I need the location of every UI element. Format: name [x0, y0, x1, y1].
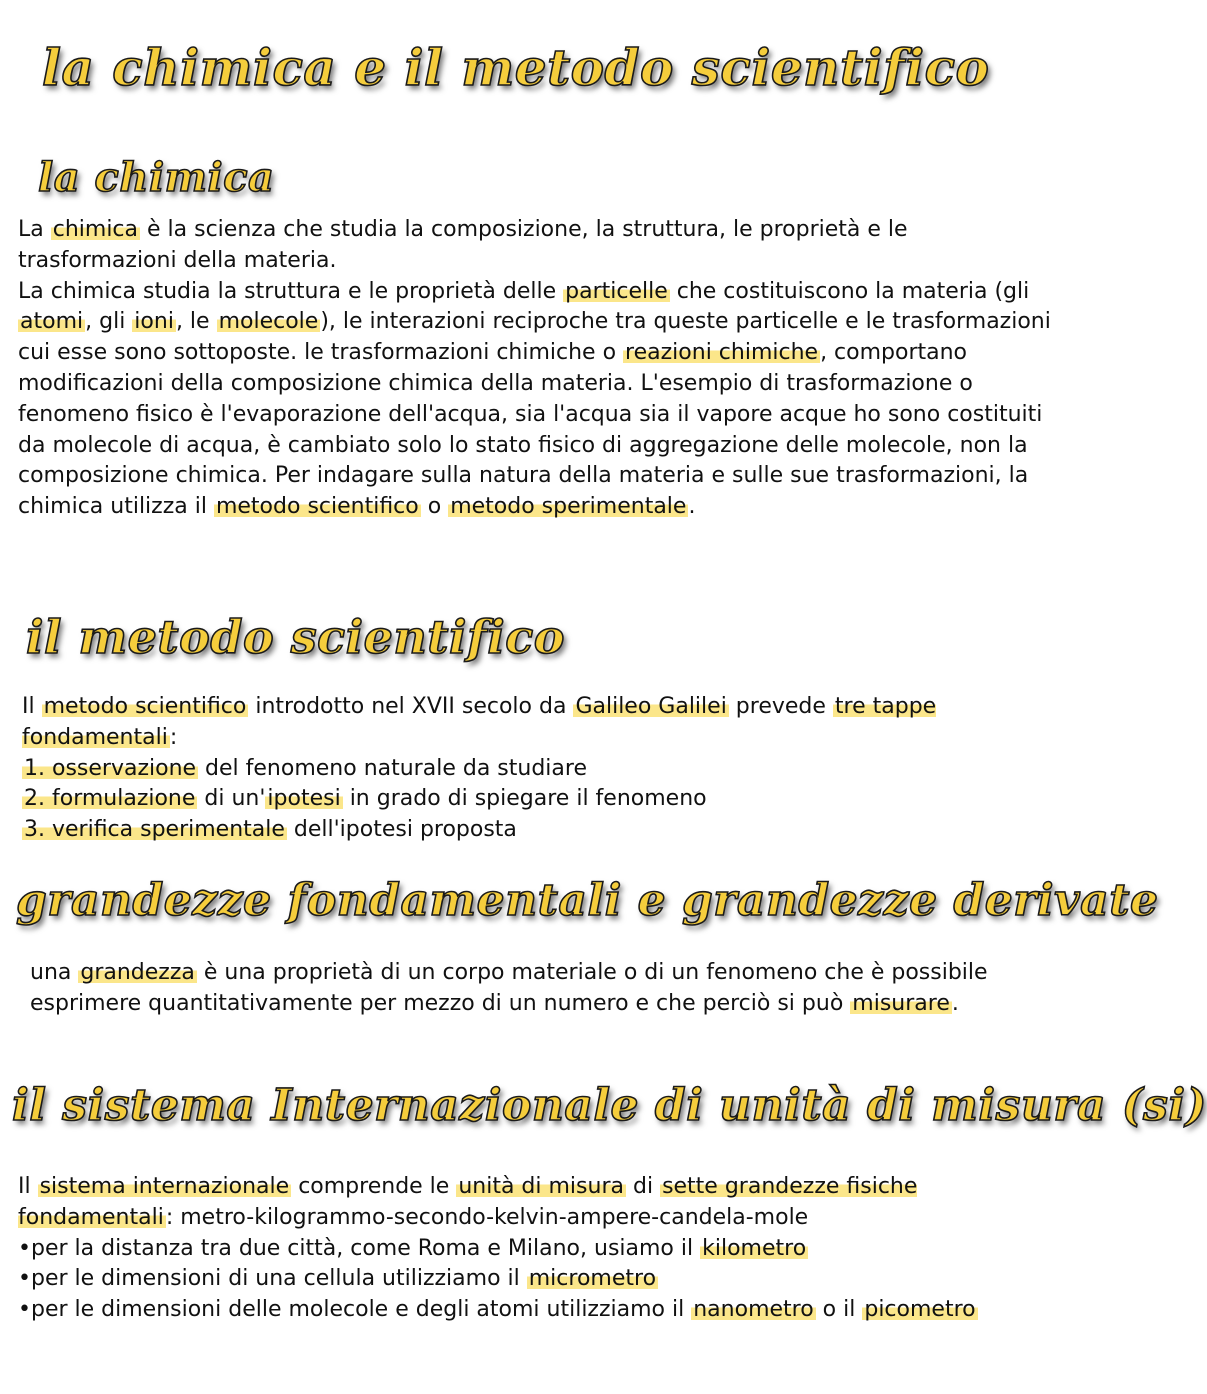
highlighted-term: ipotesi [267, 786, 341, 812]
text-run: •per la distanza tra due città, come Roma e Milano, usiamo il [18, 1235, 701, 1261]
text-run: Il [22, 694, 42, 719]
paragraph [18, 1264, 1073, 1295]
section-body-chimica [18, 215, 1058, 523]
text-run: che costituiscono la materia (gli [669, 278, 1030, 304]
highlighted-term: Galileo Galilei [575, 694, 727, 719]
text-run: , le [175, 309, 217, 335]
highlighted-term: picometro [864, 1297, 976, 1323]
highlighted-term: molecole [218, 309, 319, 335]
highlighted-term: sistema internazionale [39, 1174, 290, 1199]
highlighted-term: ioni [134, 309, 174, 335]
section-heading-sistema-internazionale: il sistema Internazionale di unità di misura (si) [12, 1080, 1207, 1131]
paragraph [18, 1295, 1073, 1326]
text-run: di un' [197, 786, 266, 812]
highlighted-term: 3. verifica sperimentale [24, 817, 285, 843]
text-run: prevede [728, 694, 833, 719]
text-run: o [420, 494, 449, 520]
highlighted-term: nanometro [693, 1297, 814, 1323]
text-run: , comportano modificazioni della composizione chimica della materia. L'esempio di trasformazione o fenomeno fisico è l'evaporazione dell'acqua, sia l'acqua sia il vapore acque ho sono costituiti da molecole di acqua, è cambiato solo lo stato fisico di aggregazione delle molecole, non la composizione chimica. Per indagare sulla natura della materia e sulle sue trasformazioni, la chimica utilizza il [18, 340, 1043, 520]
section-heading-grandezze: grandezze fondamentali e grandezze derivate [16, 875, 1159, 926]
paragraph [22, 784, 1062, 815]
highlighted-term: misurare [852, 990, 950, 1016]
text-run: . [951, 990, 959, 1016]
text-run: Il [18, 1174, 38, 1199]
text-run: , gli [85, 309, 133, 335]
paragraph [18, 1234, 1073, 1265]
text-run: o il [815, 1297, 863, 1323]
highlighted-term: metodo scientifico [43, 694, 247, 719]
section-heading-metodo-scientifico: il metodo scientifico [26, 610, 565, 664]
highlighted-term: metodo scientifico [215, 494, 419, 520]
paragraph [18, 277, 1058, 523]
text-run: è una proprietà di un corpo materiale o di un fenomeno che è possibile esprimere quantitativamente per mezzo di un numero e che perciò si può [30, 960, 988, 1016]
text-run: del fenomeno naturale da studiare [198, 755, 587, 781]
text-run: La chimica studia la struttura e le proprietà delle [18, 278, 564, 304]
highlighted-term: grandezza [80, 960, 195, 985]
paragraph [18, 1172, 1073, 1234]
section-body-grandezze [30, 958, 1040, 1020]
text-run: : [169, 724, 178, 750]
paragraph [30, 958, 1040, 1020]
highlighted-term: chimica [52, 217, 139, 242]
highlighted-term: unità di misura [458, 1174, 624, 1199]
text-run: introdotto nel XVII secolo da [248, 694, 574, 719]
highlighted-term: micrometro [528, 1266, 657, 1292]
text-run: •per le dimensioni delle molecole e degli atomi utilizziamo il [18, 1297, 692, 1323]
highlighted-term: particelle [565, 278, 668, 304]
text-run: dell'ipotesi proposta [286, 817, 517, 843]
paragraph [22, 692, 1062, 754]
section-heading-chimica: la chimica [38, 154, 275, 201]
text-run: •per le dimensioni di una cellula utilizziamo il [18, 1266, 527, 1292]
text-run: : metro-kilogrammo-secondo-kelvin-ampere-candela-mole [165, 1204, 809, 1230]
text-run: di [625, 1174, 661, 1199]
highlighted-term: atomi [20, 309, 84, 335]
text-run: . [688, 494, 696, 520]
section-body-sistema-internazionale [18, 1172, 1073, 1326]
page-title: la chimica e il metodo scientifico [42, 38, 990, 97]
text-run: è la scienza che studia la composizione, la struttura, le proprietà e le trasformazioni della materia. [18, 217, 908, 273]
highlighted-term: reazioni chimiche [625, 340, 819, 366]
text-run: La [18, 217, 51, 242]
highlighted-term: 1. osservazione [24, 755, 197, 781]
paragraph [18, 215, 1058, 277]
text-run: una [30, 960, 79, 985]
highlighted-term: 2. formulazione [24, 786, 196, 812]
paragraph [22, 815, 1062, 846]
text-run: comprende le [291, 1174, 457, 1199]
highlighted-term: kilometro [702, 1235, 807, 1261]
section-body-metodo-scientifico [22, 692, 1062, 846]
text-run: in grado di spiegare il fenomeno [342, 786, 707, 812]
paragraph [22, 754, 1062, 785]
highlighted-term: tre tappe fondamentali [22, 694, 937, 750]
highlighted-term: metodo sperimentale [450, 494, 687, 520]
text-run: ), le interazioni reciproche tra queste particelle e le trasformazioni cui esse sono sottoposte. le trasformazioni chimiche o [18, 309, 1051, 366]
highlighted-term: sette grandezze fisiche fondamentali [18, 1174, 918, 1230]
